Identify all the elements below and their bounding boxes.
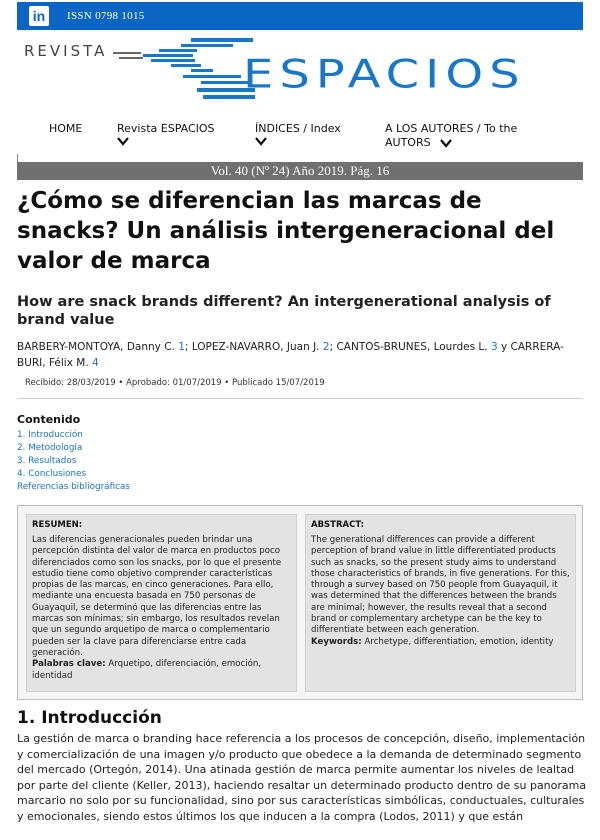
nav-item-label: Revista ESPACIOS <box>117 122 215 135</box>
abstract-heading: ABSTRACT: <box>311 520 365 530</box>
author-name: LOPEZ-NAVARRO, Juan J. <box>191 341 320 353</box>
section-body-introduccion: La gestión de marca o branding hace referencia a los procesos de concepción, diseño, implementación y comercialización de una imagen y/o producto que obedece a la demanda de determinado segmento del mercado (Ortegón, 2014). Una atinada gestión de marca permite aumentar los niveles de lealtad por parte del cliente (Keller, 2013), haciendo resaltar un determinado producto dentro de su panorama marcario no solo por su funcionalidad, sino por sus características simbólicas, conductuales, culturales y emocionales, siendo estos últimos los que inducen a la compra (Lodos, 2011) y que están <box>17 732 587 823</box>
abstract-spanish <box>26 514 297 692</box>
article-title: ¿Cómo se diferencian las marcas de snacks? Un análisis intergeneracional del valor de marca <box>17 188 555 274</box>
author-name: CARRERA-BURI, Félix M. <box>17 341 564 369</box>
nav-item-label: A LOS AUTORES / To the AUTORS <box>385 122 518 149</box>
author-ref-link[interactable]: 2 <box>322 341 330 353</box>
author-list: BARBERY-MONTOYA, Danny C. 1; LOPEZ-NAVARRO, Juan J. 2; CANTOS-BRUNES, Lourdes L. 3 y CARRERA-BURI, Félix M. 4 <box>17 341 564 369</box>
abstract-body: Las diferencias generacionales pueden brindar una percepción distinta del valor de marca en productos poco diferenciados como son los snacks, por lo que el presente estudio tiene como objetivo comprender características propias de las marcas, en cinco generaciones. Para ello, mediante una encuesta basada en 750 personas de Guayaquil, se determinó que las diferencias entre las marcas son mínimas; sin embargo, los resultados revelan que un segundo arquetipo de marca o complementario pueden ser la clave para diferenciarse entre cada generación. <box>32 535 282 658</box>
author-ref-link[interactable]: 4 <box>92 357 99 369</box>
author-connector: y <box>500 341 508 353</box>
logo-revista-text: REVISTA <box>24 42 108 60</box>
top-bar <box>17 2 583 30</box>
toc-link-referencias[interactable]: Referencias bibliográficas <box>17 482 130 492</box>
keywords-value: Archetype, differentiation, emotion, identity <box>364 636 554 647</box>
main-nav <box>17 118 583 162</box>
abstract-body: The generational differences can provide a different perception of brand value in little differentiated products such as snacks, so the present study aims to understand those characteristics of brands, in five generations. For this, through a survey based on 750 people from Guayaquil, it was determined that the differences between the brands are minimal; however, the results reveal that a second brand or complementary archetype can be the key to differentiate between each generation. <box>311 535 570 636</box>
toc-link-introduccion[interactable]: 1. Introducción <box>17 430 83 440</box>
toc-link-resultados[interactable]: 3. Resultados <box>17 456 77 466</box>
toc-link-metodologia[interactable]: 2. Metodología <box>17 443 83 453</box>
abstract-text <box>32 535 291 682</box>
volume-banner: Vol. 40 (Nº 24) Año 2019. Pág. 16 <box>17 162 583 180</box>
nav-item-home[interactable] <box>49 122 82 136</box>
revista-espacios-logo[interactable] <box>17 34 583 108</box>
keywords-value: Arquetipo, diferenciación, emoción, identidad <box>32 659 262 681</box>
abstract-panel <box>17 505 583 700</box>
abstract-english <box>305 514 576 692</box>
toc-link-conclusiones[interactable]: 4. Conclusiones <box>17 469 87 479</box>
divider <box>17 398 583 399</box>
abstract-heading: RESUMEN: <box>32 520 83 530</box>
toc-heading: Contenido <box>17 413 81 426</box>
chevron-down-icon <box>255 137 267 146</box>
author-name: CANTOS-BRUNES, Lourdes L. <box>336 341 488 353</box>
article-subtitle: How are snack brands different? An intergenerational analysis of brand value <box>17 294 551 328</box>
nav-item-label: HOME <box>49 122 83 135</box>
author-ref-link[interactable]: 3 <box>490 341 498 353</box>
issn-label: ISSN 0798 1015 <box>67 10 145 22</box>
nav-item-indices[interactable] <box>255 122 341 146</box>
chevron-down-icon <box>440 139 452 148</box>
logo-espacios-text: ESPACIOS <box>243 51 526 98</box>
keywords-label: Palabras clave: <box>32 659 106 670</box>
author-ref-link[interactable]: 1 <box>178 341 185 353</box>
section-heading-introduccion: 1. Introducción <box>17 708 162 728</box>
publication-dates: Recibido: 28/03/2019 • Aprobado: 01/07/2019 • Publicado 15/07/2019 <box>25 378 325 388</box>
toc-list <box>17 429 130 494</box>
linkedin-icon[interactable]: in <box>29 6 49 26</box>
author-name: BARBERY-MONTOYA, Danny C. <box>17 341 175 353</box>
nav-item-autores[interactable] <box>385 122 545 150</box>
nav-item-label: ÍNDICES / Index <box>255 122 341 135</box>
nav-item-revista[interactable] <box>117 122 215 146</box>
nav-divider <box>17 154 18 162</box>
abstract-text <box>311 535 570 648</box>
logo-speed-lines-icon <box>113 38 263 106</box>
chevron-down-icon <box>117 137 129 146</box>
keywords-label: Keywords: <box>311 636 362 647</box>
